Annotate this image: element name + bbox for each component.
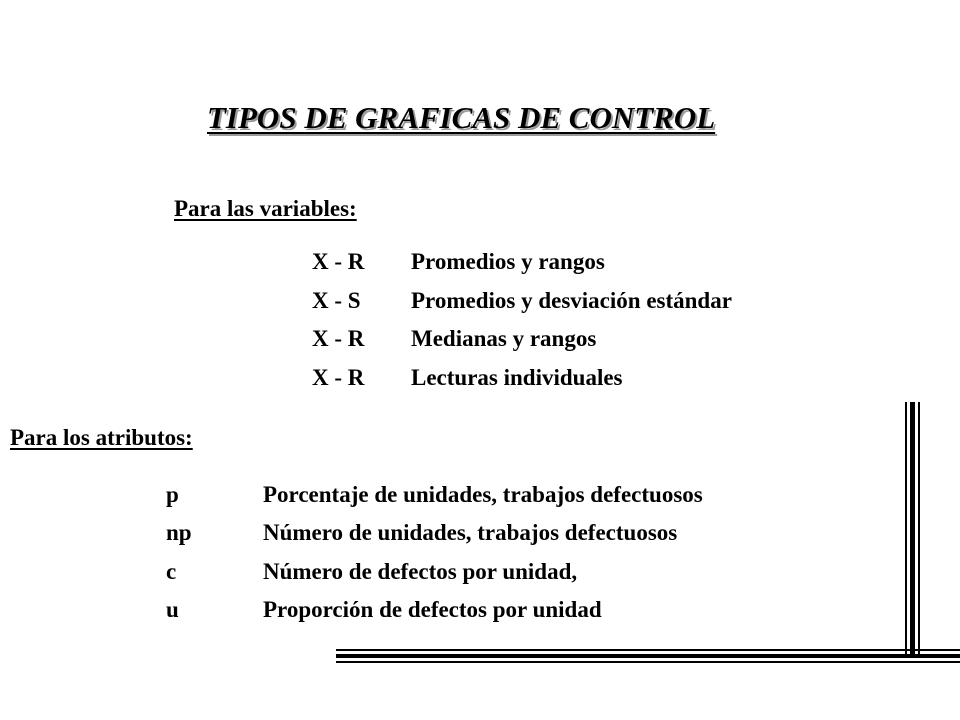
attribute-description: Número de defectos por unidad, — [263, 559, 578, 584]
variable-description: Promedios y desviación estándar — [411, 288, 732, 313]
variable-code: X - R — [312, 249, 365, 274]
attribute-code: u — [166, 597, 179, 622]
attribute-description: Número de unidades, trabajos defectuosos — [263, 520, 678, 545]
page-title: TIPOS DE GRAFICAS DE CONTROL — [207, 100, 716, 135]
variable-code: X - R — [312, 326, 365, 351]
attributes-heading: Para los atributos: — [10, 425, 193, 450]
variable-description: Medianas y rangos — [411, 326, 597, 351]
attribute-description: Proporción de defectos por unidad — [263, 597, 602, 622]
attribute-code: p — [166, 482, 179, 507]
attribute-description: Porcentaje de unidades, trabajos defectuosos — [263, 482, 703, 507]
variable-code: X - R — [312, 365, 365, 390]
variables-heading: Para las variables: — [174, 196, 357, 221]
variable-code: X - S — [312, 288, 361, 313]
variable-description: Lecturas individuales — [411, 365, 623, 390]
variable-description: Promedios y rangos — [411, 249, 605, 274]
attribute-code: np — [166, 520, 192, 545]
attribute-code: c — [166, 559, 177, 584]
